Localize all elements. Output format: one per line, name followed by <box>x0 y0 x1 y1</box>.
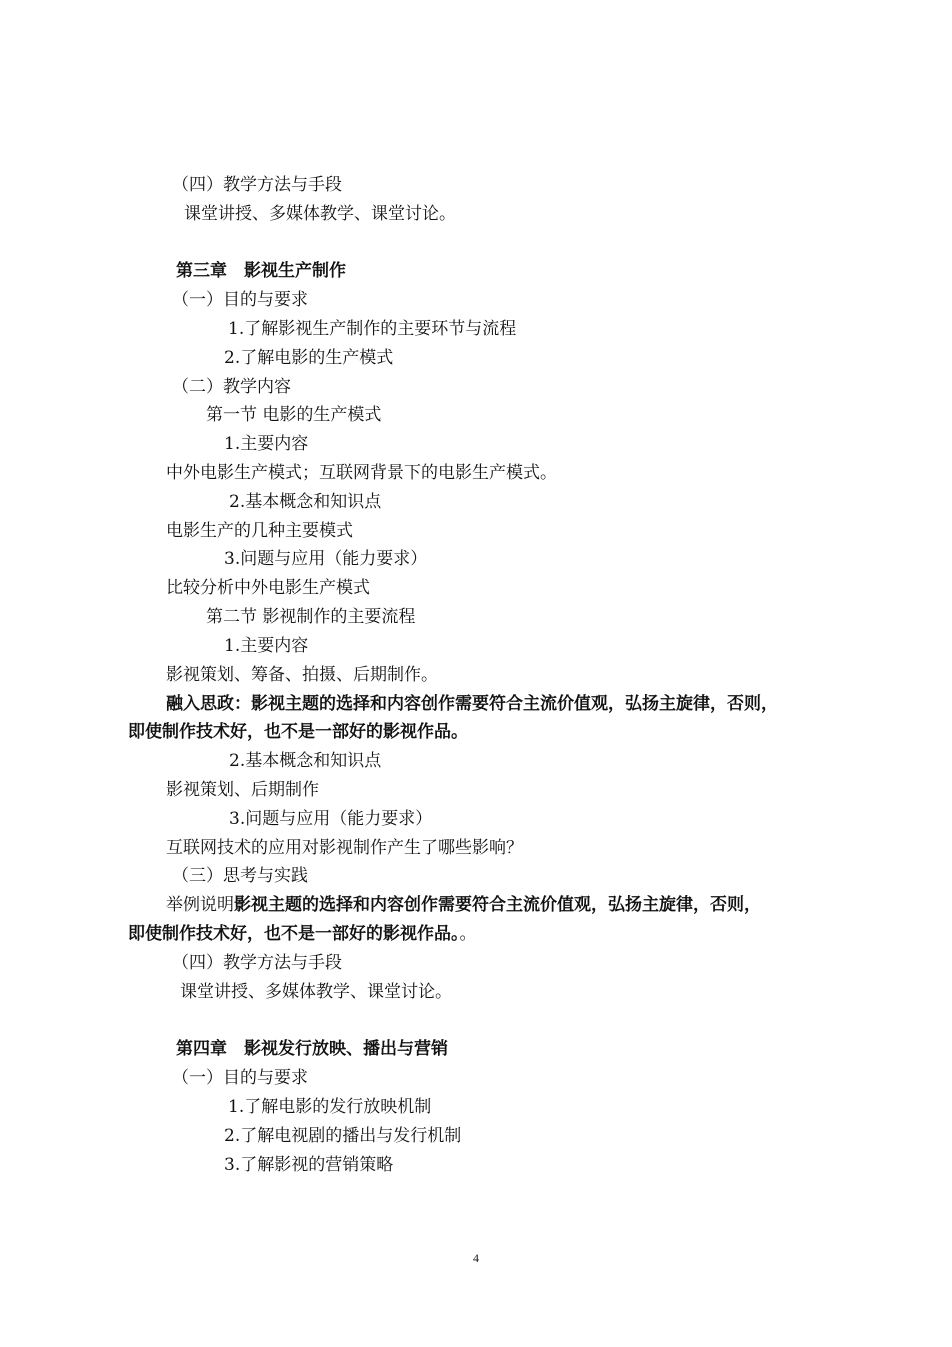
page-number: 4 <box>473 1251 479 1265</box>
chapter-title: 第三章 影视生产制作 <box>176 261 346 281</box>
practice-paragraph-continued <box>128 923 477 945</box>
practice-paragraph <box>166 894 761 916</box>
practice-trailing: 。 <box>459 924 477 944</box>
paragraph: 影视策划、后期制作 <box>166 780 319 800</box>
subsection-title: 第二节 影视制作的主要流程 <box>206 607 416 627</box>
ideology-note: 融入思政：影视主题的选择和内容创作需要符合主流价值观，弘扬主旋律，否则， <box>166 694 778 714</box>
section-heading-content: （二）教学内容 <box>172 377 291 397</box>
list-item: 2.了解电影的生产模式 <box>224 348 394 368</box>
section-heading-methods: （四）教学方法与手段 <box>172 175 342 195</box>
paragraph: 课堂讲授、多媒体教学、课堂讨论。 <box>180 982 452 1002</box>
practice-lead: 举例说明 <box>166 895 234 915</box>
list-item: 1.了解电影的发行放映机制 <box>228 1097 432 1117</box>
practice-emphasis: 影视主题的选择和内容创作需要符合主流价值观，弘扬主旋律，否则， <box>234 895 761 915</box>
subsection-title: 第一节 电影的生产模式 <box>206 405 382 425</box>
list-item: 2.基本概念和知识点 <box>229 751 382 771</box>
practice-emphasis: 即使制作技术好，也不是一部好的影视作品。 <box>128 924 460 944</box>
list-item: 3.问题与应用（能力要求） <box>229 809 433 829</box>
list-item: 3.问题与应用（能力要求） <box>224 549 428 569</box>
chapter-title: 第四章 影视发行放映、播出与营销 <box>176 1039 448 1059</box>
list-item: 3.了解影视的营销策略 <box>224 1155 394 1175</box>
paragraph: 互联网技术的应用对影视制作产生了哪些影响？ <box>166 838 523 858</box>
paragraph: 电影生产的几种主要模式 <box>166 521 353 541</box>
section-heading-methods: （四）教学方法与手段 <box>172 953 342 973</box>
list-item: 1.了解影视生产制作的主要环节与流程 <box>228 319 517 339</box>
list-item: 1.主要内容 <box>224 434 309 454</box>
list-item: 2.了解电视剧的播出与发行机制 <box>224 1126 462 1146</box>
paragraph: 比较分析中外电影生产模式 <box>166 578 370 598</box>
section-heading-goals: （一）目的与要求 <box>172 1068 308 1088</box>
list-item: 1.主要内容 <box>224 636 309 656</box>
section-heading-goals: （一）目的与要求 <box>172 290 308 310</box>
list-item: 2.基本概念和知识点 <box>229 492 382 512</box>
section-heading-practice: （三）思考与实践 <box>172 866 308 886</box>
paragraph: 课堂讲授、多媒体教学、课堂讨论。 <box>184 204 456 224</box>
paragraph: 中外电影生产模式；互联网背景下的电影生产模式。 <box>166 463 557 483</box>
ideology-note-continued: 即使制作技术好，也不是一部好的影视作品。 <box>128 722 468 742</box>
paragraph: 影视策划、筹备、拍摄、后期制作。 <box>166 665 438 685</box>
